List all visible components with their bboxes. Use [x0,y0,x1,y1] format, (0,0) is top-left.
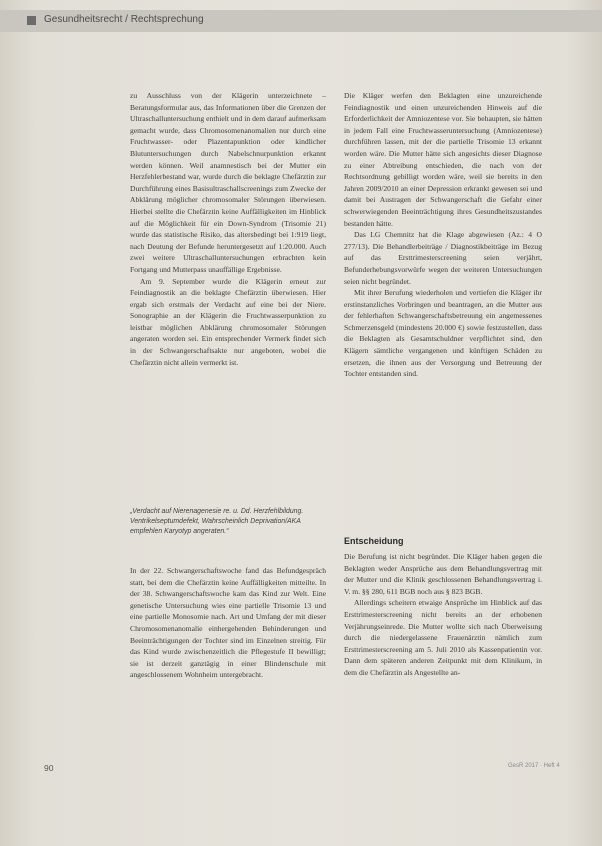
journal-citation: GesR 2017 · Heft 4 [508,763,560,769]
paragraph: Die Berufung ist nicht begründet. Die Kläger haben gegen die Beklagten weder Ansprüche aus dem Behandlungsvertrag mit der Mutter und die Klinik geschlossenen Behandlungsvertrag i. V. m. §§ 280, 611 BGB noch aus § 823 BGB. [344,552,542,596]
paragraph: Die Kläger werfen den Beklagten eine unzureichende Feindiagnostik und einen unzureichenden Hinweis auf die Erforderlichkeit der Amniozentese vor. Sie behaupten, sie hätten in jedem Fall eine Fruchtwasseruntersuchung (Amniozentese) durchführen lassen, mit der die partielle Trisomie 13 erkannt worden wäre. Die Mutter hätte sich angesichts dieser Diagnose zu einer Abtreibung entschieden, die nach von der Rechtsordnung gebilligt worden wäre, weil sie bereits in den Jahren 2009/2010 an einer Depression erkrankt gewesen sei und damit bei Austragen der Schwangerschaft die Gefahr einer schwerwiegenden Beeinträchtigung ihres Gesundheitszustandes bestanden hätte. [344,91,542,228]
left-column-top [130,90,326,368]
page-number: 90 [44,763,54,773]
paragraph: Am 9. September wurde die Klägerin erneut zur Feindiagnostik an die beklagte Chefärztin überwiesen. Hier ergab sich erstmals der Verdacht auf eine bei der Niere. Sonographie an der Klägerin die Fruchtwasserpunktion zu leistbar möglichen Abklärung chromosomaler Störungen angeraten worden sei. Ein entsprechender Vermerk findet sich in der Schwangerschaftsakte nur angeboten, wobei die Chefärztin nicht allein vermerkt ist. [130,276,326,367]
paragraph: In der 22. Schwangerschaftswoche fand das Befundgespräch statt, bei dem die Chefärztin keine Auffälligkeiten mitteilte. In der 38. Schwangerschaftswoche kam das Kind zur Welt. Eine genetische Untersuchung wies eine partielle Trisomie 13 und eine partielle Monosomie nach. Art und Umfang der mit dieser Chromosomenanomalie einhergehenden Behinderungen und Beeinträchtigungen der Tochter sind im Einzelnen streitig. Für das Kind wurde zwischenzeitlich die Pflegestufe II bewilligt; sie ist derzeit ganztägig in einer Blindenschule mit angeschlossenem Wohnheim untergebracht. [130,566,326,680]
paragraph: Mit ihrer Berufung wiederholen und vertiefen die Kläger ihr erstinstanzliches Vorbringen und beantragen, an die Mutter aus der fehlerhaften Schwangerschaftsbetreuung ein angemessenes Schmerzensgeld (mindestens 20.000 €) sowie festzustellen, dass die Beklagten als Gesamtschuldner verpflichtet sind, den Klägern sämtliche vergangenen und künftigen Schäden zu ersetzen, die ihnen aus der Versorgung und Betreuung der Tochter entstanden sind. [344,288,542,379]
running-header: Gesundheitsrecht / Rechtsprechung [44,14,204,25]
right-column-top [344,90,542,380]
quote-block: „Verdacht auf Nierenagenesie re. u. Dd. Herzfehlbildung. Ventrikelseptumdefekt, Wahrscheinlich Deprivation/AKA empfehlen Karyotyp angeraten.“ [130,508,304,536]
paragraph: zu Ausschluss von der Klägerin unterzeichnete – Beratungsformular aus, das Informationen über die Grenzen der Ultraschalluntersuchung enthielt und in dem darauf aufmerksam gemacht wurde, dass Chromosomenanomalien nur durch eine Fruchtwasser- oder Plazentapunktion oder kindlicher Blutuntersuchungen durch Nabelschnurpunktion erkannt werden können. Weil anamnestisch bei der Mutter ein Herzfehlerbestand war, wurde durch die beklagte Chefärztin zur Durchführung eines Basisultraschallscreenings zum Zwecke der Abklärung möglicher chromosomaler Störungen überwiesen. Hierbei stellte die Chefärztin keine Auffälligkeiten im Hinblick auf die Möglichkeit für ein Down-Syndrom (Trisomie 21) wurde das statistische Risiko, das altersbedingt bei 1:919 liegt, nach Deutung der Befunde heruntergesetzt auf 1:20.000. Auch zwei weitere Ultraschalluntersuchungen erbrachten kein Fortgang und Mutterpass unauffällige Ergebnisse. [130,91,326,274]
paragraph: Das LG Chemnitz hat die Klage abgewiesen (Az.: 4 O 277/13). Die Behandlerbeiträge / Diagnostikbeiträge im Bezug auf das Ersttrimesterscreening seien verjährt, Befunderhebungsvorwürfe wegen der weiteren Untersuchungen seien nicht begründet. [344,230,542,286]
section-heading: Entscheidung [344,536,404,546]
paragraph: Allerdings scheitern etwaige Ansprüche im Hinblick auf das Ersttrimesterscreening nicht bereits an der erhobenen Verjährungseinrede. Die Mutter wollte sich nach Überweisung durch die niedergelassene Frauenärztin nämlich zum Ersttrimesterscreening am 5. Juli 2010 als Kassenpatientin vor. Dann dem späteren anderen Zeitpunkt mit dem Klinikum, in dem die Chefärztin als Angestellte an- [344,598,542,677]
right-column-bottom [344,551,542,679]
header-square-icon [27,16,36,25]
left-column-bottom [130,565,326,681]
